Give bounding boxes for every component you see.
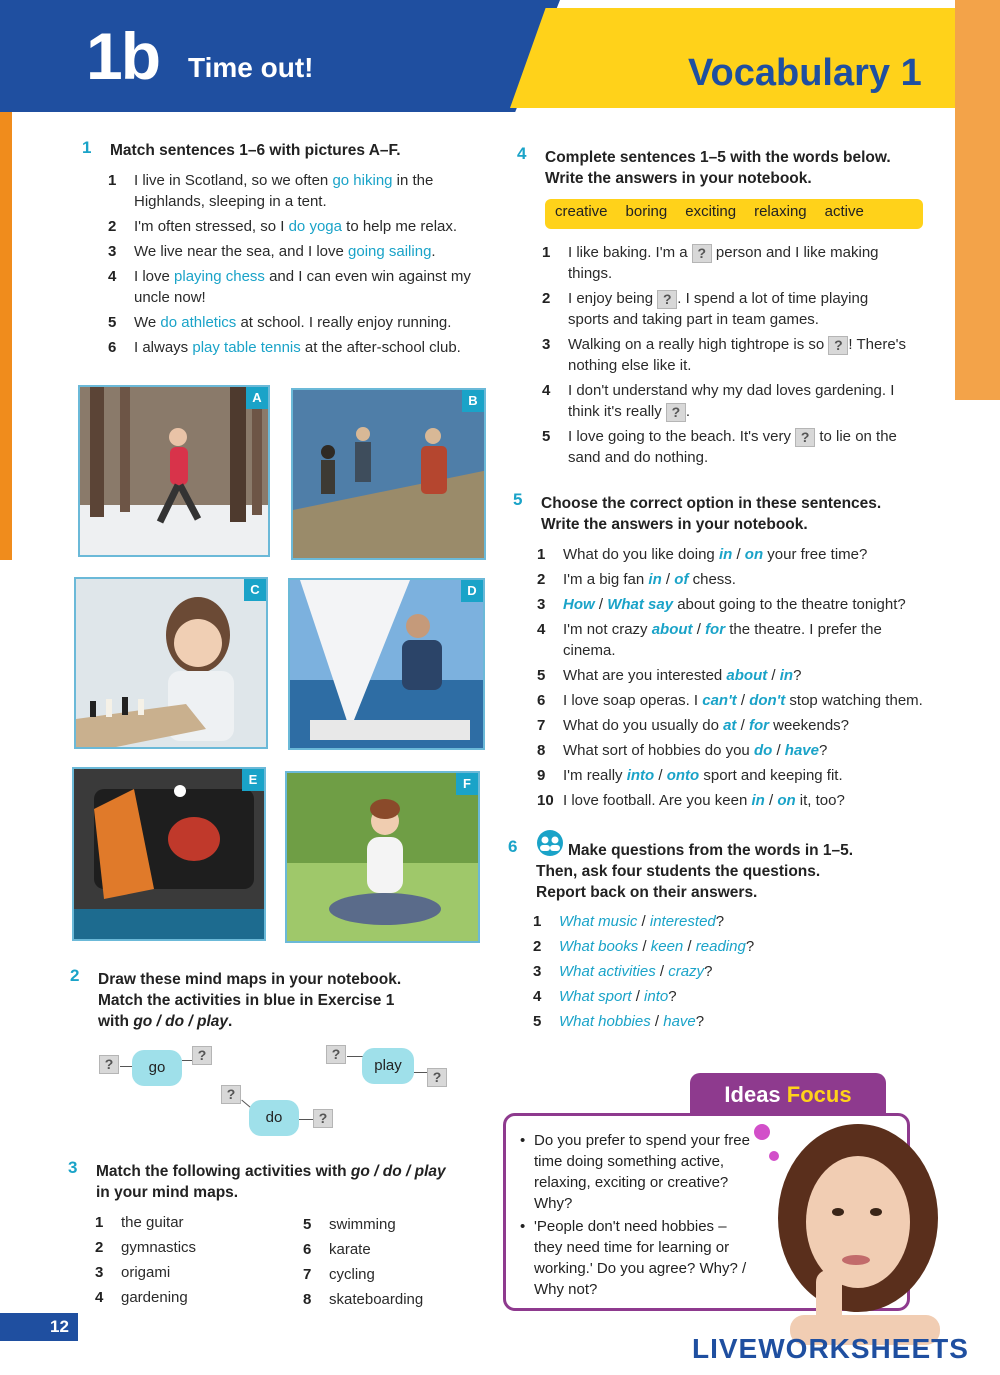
exercise-5-number: 5 [513,490,523,509]
list-item: 2 I'm a big fan in / of chess. [537,571,736,588]
ideas-focus-title: Ideas Focus [690,1073,886,1115]
bubble-do: do [249,1100,299,1136]
photo-d-sailing [288,578,485,750]
blank-box[interactable]: ? [666,403,686,422]
word-bank-item: relaxing [754,203,807,220]
exercise-6-list [533,911,833,1036]
list-item: 5 swimming [303,1216,396,1233]
blank-box[interactable]: ? [795,428,815,447]
blank-box[interactable]: ? [692,244,712,263]
word-bank-item: creative [555,203,608,220]
bubble-go: go [132,1050,182,1086]
exercise-3-number: 3 [68,1158,78,1177]
yoga-illustration [287,773,480,943]
list-item: 6 I always play table tennis at the after-school club. [108,339,461,356]
ideas-focus-list [518,1130,753,1302]
list-item: 1 I like baking. I'm a ? person and I like making things. [542,244,879,282]
brand-logo-text: LIVEWORKSHEETS [692,1333,969,1364]
blank-box[interactable]: ? [192,1046,212,1065]
exercise-3-heading: Match the following activities with go / do / play in your mind maps. [96,1163,446,1201]
list-item: 9 I'm really into / onto sport and keeping fit. [537,767,843,784]
photo-label: A [246,387,268,409]
list-item: 5 We do athletics at school. I really enjoy running. [108,314,452,331]
photo-label: D [461,580,483,602]
blank-box[interactable]: ? [427,1068,447,1087]
blank-box[interactable]: ? [326,1045,346,1064]
word-bank-item: boring [625,203,668,220]
list-item: 2 I enjoy being ? . I spend a lot of time playing sports and taking part in team games. [542,290,869,328]
blank-box[interactable]: ? [99,1055,119,1074]
exercise-1-list [108,170,493,362]
word-bank-item: active [824,203,864,220]
exercise-4-number: 4 [517,144,527,163]
list-item: 10 I love football. Are you keen in / on it, too? [537,792,845,809]
photo-label: C [244,579,266,601]
sailing-illustration [290,580,485,750]
list-item: 6 karate [303,1241,371,1258]
list-item: • 'People don't need hobbies – they need time for learning or working.' Do you agree? Why? / Why not? [518,1216,753,1300]
list-item: 8 What sort of hobbies do you do / have? [537,742,828,759]
exercise-6-number: 6 [508,837,518,856]
photo-e-table-tennis [72,767,266,941]
list-item: 7 What do you usually do at / for weekends? [537,717,850,734]
blank-box[interactable]: ? [828,336,848,355]
photo-label: E [242,769,264,791]
list-item: 3 What activities / crazy? [533,963,713,980]
bubble-play: play [362,1048,414,1084]
exercise-4-heading: Complete sentences 1–5 with the words below. Write the answers in your notebook. [545,149,891,187]
list-item: 1 What music / interested? [533,913,725,930]
list-item: 2 What books / keen / reading? [533,938,755,955]
list-item: 5 What are you interested about / in? [537,667,802,684]
unit-title: Time out! [188,52,314,83]
exercise-2-heading: Draw these mind maps in your notebook. Match the activities in blue in Exercise 1 with go / do / play. [98,971,402,1030]
list-item: 2 I'm often stressed, so I do yoga to help me relax. [108,218,458,235]
page-edge-stripe-right [955,0,1000,400]
photo-label: B [462,390,484,412]
list-item: 5 What hobbies / have? [533,1013,705,1030]
list-item: 2 gymnastics [95,1239,197,1256]
section-title: Vocabulary 1 [688,52,922,94]
list-item: 3 We live near the sea, and I love going sailing. [108,243,436,260]
list-item: 3 How / What say about going to the theatre tonight? [537,596,906,613]
list-item: 4 I love playing chess and I can even win against my uncle now! [108,268,471,306]
list-item: 4 I don't understand why my dad loves gardening. I think it's really ? . [542,382,895,420]
unit-number: 1b [86,19,160,93]
word-bank [545,199,923,229]
list-item: 4 gardening [95,1289,188,1306]
hiking-illustration [293,390,486,560]
photo-label: F [456,773,478,795]
blank-box[interactable]: ? [221,1085,241,1104]
chess-illustration [76,579,268,749]
list-item: 8 skateboarding [303,1291,424,1308]
exercise-1-number: 1 [82,138,92,157]
blank-box[interactable]: ? [313,1109,333,1128]
running-illustration [80,387,270,557]
list-item: 4 What sport / into? [533,988,677,1005]
thinking-girl-illustration [750,1120,945,1345]
exercise-4-list [542,242,912,472]
list-item: 7 cycling [303,1266,375,1283]
word-bank-item: exciting [685,203,737,220]
blank-box[interactable]: ? [657,290,677,309]
list-item: • Do you prefer to spend your free time doing something active, relaxing, exciting or creative? Why? [518,1130,753,1214]
list-item: 4 I'm not crazy about / for the theatre. I prefer the cinema. [537,621,882,659]
list-item: 3 origami [95,1264,171,1281]
list-item: 1 the guitar [95,1214,184,1231]
list-item: 6 I love soap operas. I can't / don't stop watching them. [537,692,923,709]
list-item: 3 Walking on a really high tightrope is so ? ! There's nothing else like it. [542,336,907,374]
photo-a-running [78,385,270,557]
exercise-3-col-1 [95,1212,265,1312]
list-item: 5 I love going to the beach. It's very ? to lie on the sand and do nothing. [542,428,897,466]
photo-f-yoga [285,771,480,943]
exercise-5-heading: Choose the correct option in these sentences. Write the answers in your notebook. [541,495,882,533]
list-item: 1 I live in Scotland, so we often go hiking in the Highlands, sleeping in a tent. [108,172,434,210]
page-number: 12 [0,1313,78,1341]
list-item: 1 What do you like doing in / on your free time? [537,546,868,563]
exercise-5-list [537,544,932,815]
photo-c-chess [74,577,268,749]
exercise-3-col-2 [303,1214,473,1314]
exercise-6-heading: Make questions from the words in 1–5. Then, ask four students the questions. Report back on their answers. [536,842,854,901]
table-tennis-illustration [74,769,266,941]
exercise-2-number: 2 [70,966,80,985]
photo-b-hiking [291,388,486,560]
exercise-1-heading: Match sentences 1–6 with pictures A–F. [110,142,401,159]
